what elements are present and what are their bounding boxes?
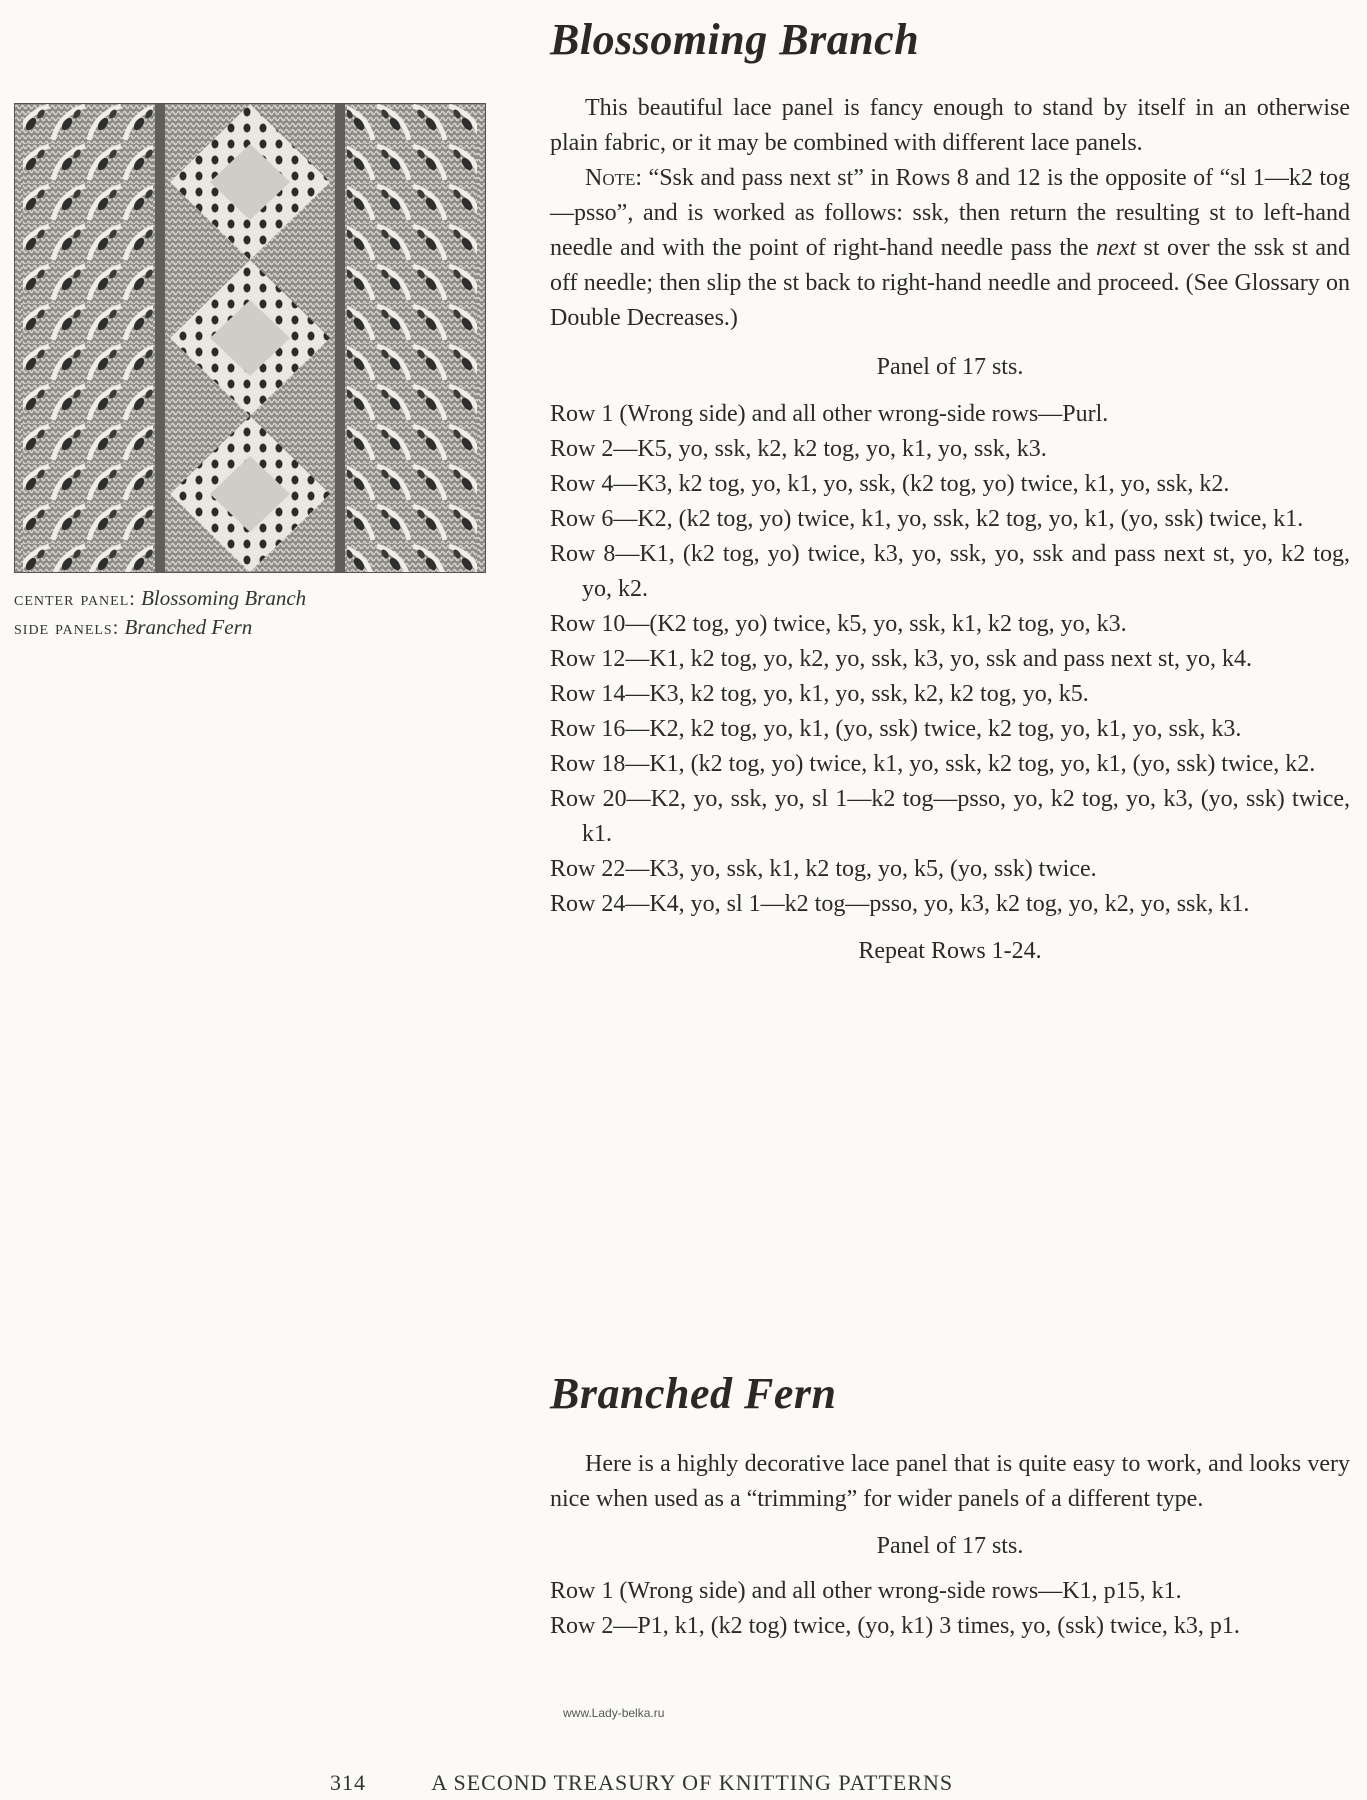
section-title: Branched Fern	[550, 1369, 837, 1418]
intro-paragraph: Here is a highly decorative lace panel that is quite easy to work, and looks very nice when used as a “trimming” for wider panels of a different type.	[550, 1451, 1350, 1512]
row-instruction: Row 18—K1, (k2 tog, yo) twice, k1, yo, ssk, k2 tog, yo, k1, (yo, ssk) twice, k2.	[550, 751, 1316, 777]
row-instruction: Row 2—P1, k1, (k2 tog) twice, (yo, k1) 3 times, yo, (ssk) twice, k3, p1.	[550, 1613, 1240, 1639]
figure-caption	[14, 584, 484, 642]
row-instruction: Row 4—K3, k2 tog, yo, k1, yo, ssk, (k2 tog, yo) twice, k1, yo, ssk, k2.	[550, 471, 1230, 497]
row-instruction: Row 16—K2, k2 tog, yo, k1, (yo, ssk) twice, k2 tog, yo, k1, yo, ssk, k3.	[550, 716, 1242, 742]
note-italic: next	[1096, 235, 1137, 261]
row-instruction: Row 22—K3, yo, ssk, k1, k2 tog, yo, k5, (yo, ssk) twice.	[550, 856, 1097, 882]
panel-size: Panel of 17 sts.	[876, 1533, 1024, 1559]
panel-size: Panel of 17 sts.	[876, 354, 1024, 380]
note-label: Note:	[585, 165, 643, 191]
note-text-b: st over the ssk st and off needle; then slip the st back to right-hand needle and proceed. (See Glossary on Double Decreases.)	[550, 235, 1351, 331]
caption-side-label: side panels:	[14, 617, 120, 639]
caption-center-value: Blossoming Branch	[141, 586, 307, 610]
caption-center-label: center panel:	[14, 588, 136, 610]
note-paragraph	[550, 161, 1350, 336]
intro-paragraph: This beautiful lace panel is fancy enough to stand by itself in an otherwise plain fabric, or it may be combined with different lace panels.	[550, 95, 1350, 156]
row-instruction: Row 24—K4, yo, sl 1—k2 tog—psso, yo, k3, k2 tog, yo, k2, yo, ssk, k1.	[550, 891, 1250, 917]
section-title: Blossoming Branch	[550, 15, 920, 64]
row-instructions	[550, 1574, 1350, 1644]
row-instruction: Row 2—K5, yo, ssk, k2, k2 tog, yo, k1, yo, ssk, k3.	[550, 436, 1047, 462]
row-instruction: Row 20—K2, yo, ssk, yo, sl 1—k2 tog—psso, yo, k2 tog, yo, k3, (yo, ssk) twice, k1.	[550, 786, 1350, 847]
page-footer	[330, 1770, 953, 1796]
section-branched-fern	[550, 1368, 1350, 1644]
repeat-note: Repeat Rows 1-24.	[858, 938, 1042, 964]
note-text-a: “Ssk and pass next st” in Rows 8 and 12 is the opposite of “sl 1—k2 tog—psso”, and is worked as follows: ssk, then return the resulting st to left-hand needle and with the point of right-hand needle pass the	[550, 165, 1350, 261]
row-instruction: Row 1 (Wrong side) and all other wrong-side rows—K1, p15, k1.	[550, 1578, 1182, 1604]
lace-pattern-image	[15, 104, 485, 572]
page-number: 314	[330, 1770, 366, 1795]
row-instruction: Row 1 (Wrong side) and all other wrong-side rows—Purl.	[550, 401, 1109, 427]
section-blossoming-branch	[550, 14, 1350, 969]
book-title: A SECOND TREASURY OF KNITTING PATTERNS	[431, 1770, 954, 1795]
knitting-swatch-photo	[14, 103, 486, 573]
watermark-link[interactable]: www.Lady-belka.ru	[563, 1706, 665, 1720]
caption-side-line	[14, 613, 484, 642]
row-instruction: Row 8—K1, (k2 tog, yo) twice, k3, yo, ssk, yo, ssk and pass next st, yo, k2 tog, yo, k2.	[550, 541, 1350, 602]
row-instruction: Row 14—K3, k2 tog, yo, k1, yo, ssk, k2, k2 tog, yo, k5.	[550, 681, 1089, 707]
row-instruction: Row 10—(K2 tog, yo) twice, k5, yo, ssk, k1, k2 tog, yo, k3.	[550, 611, 1127, 637]
row-instruction: Row 12—K1, k2 tog, yo, k2, yo, ssk, k3, yo, ssk and pass next st, yo, k4.	[550, 646, 1253, 672]
caption-side-value: Branched Fern	[124, 615, 253, 639]
row-instruction: Row 6—K2, (k2 tog, yo) twice, k1, yo, ssk, k2 tog, yo, k1, (yo, ssk) twice, k1.	[550, 506, 1304, 532]
caption-center-line	[14, 584, 484, 613]
row-instructions	[550, 397, 1350, 922]
